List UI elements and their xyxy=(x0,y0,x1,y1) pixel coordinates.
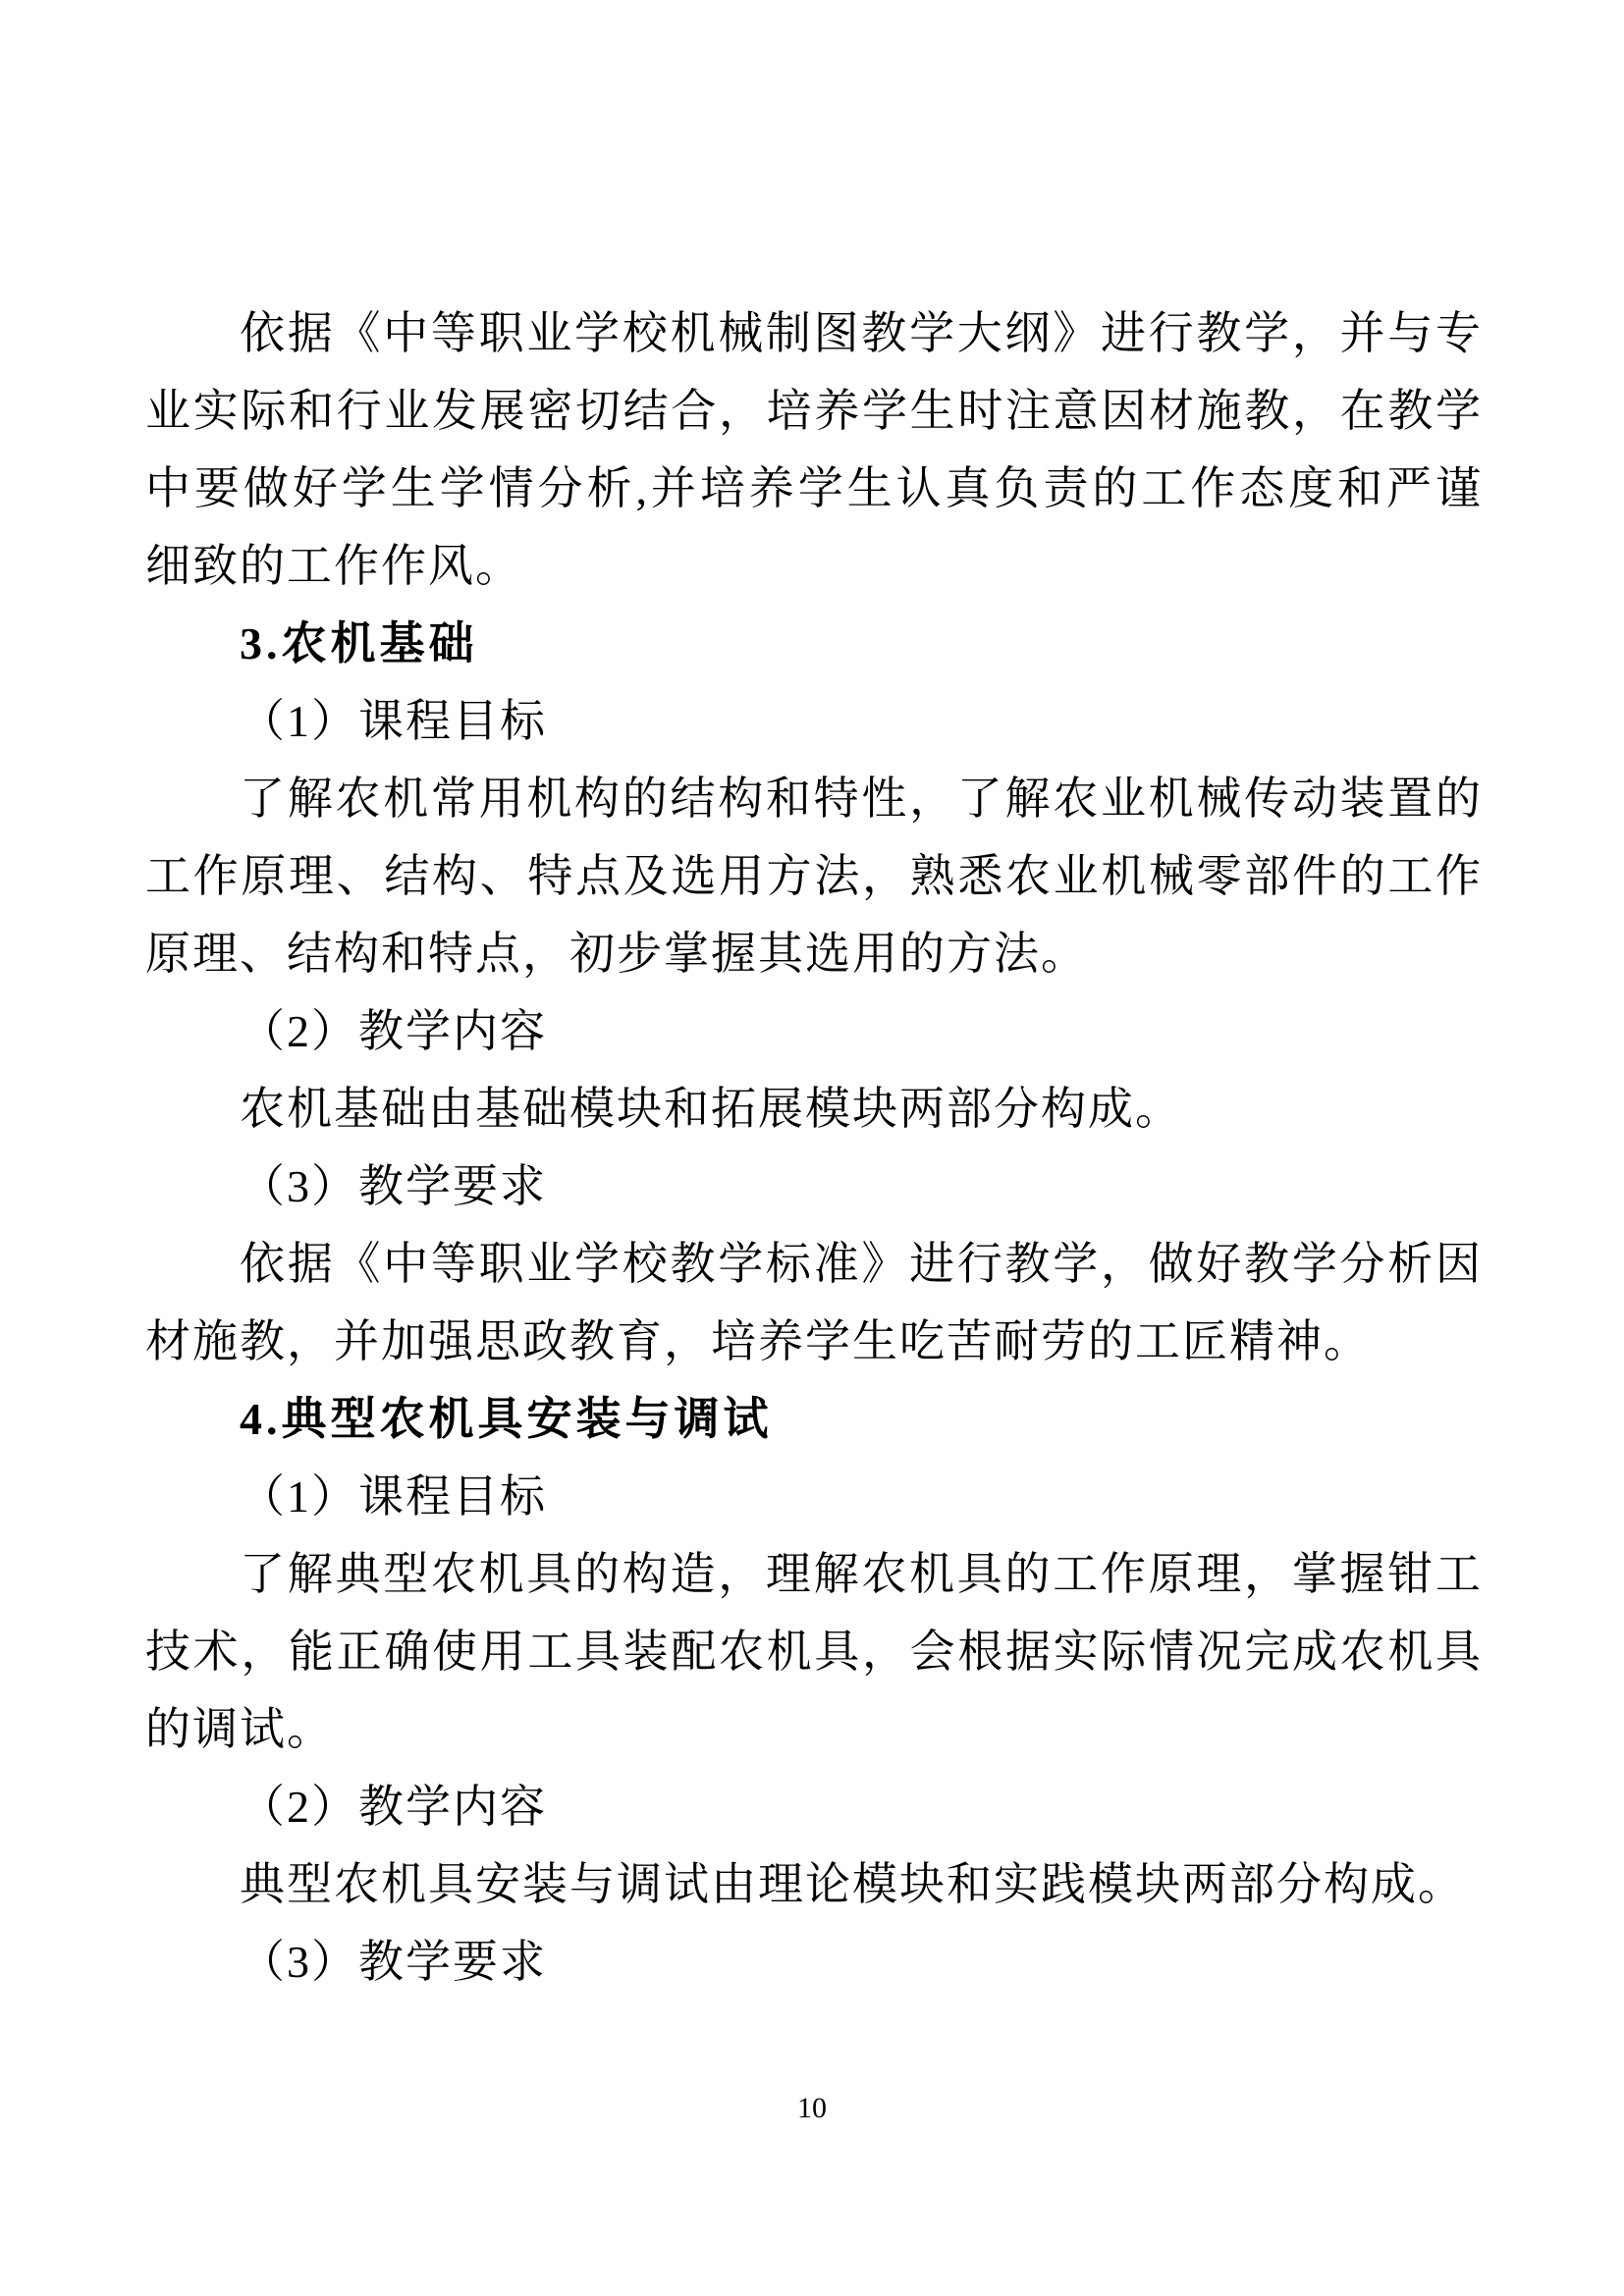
text-line: 工作原理、结构、特点及选用方法，熟悉农业机械零部件的工作 xyxy=(145,851,1483,901)
text-line: 技术，能正确使用工具装配农机具，会根据实际情况完成农机具 xyxy=(145,1627,1483,1677)
section-heading: 4.典型农机具安装与调试 xyxy=(240,1394,773,1444)
text-line: 了解典型农机具的构造，理解农机具的工作原理，掌握钳工 xyxy=(240,1549,1483,1599)
text-line: （1）课程目标 xyxy=(240,696,547,746)
text-line: （2）教学内容 xyxy=(240,1782,547,1832)
text-line: 了解农机常用机构的结构和特性，了解农业机械传动装置的 xyxy=(240,774,1483,824)
text-line: 农机基础由基础模块和拓展模块两部分构成。 xyxy=(240,1084,1182,1134)
text-line: 典型农机具安装与调试由理论模块和实践模块两部分构成。 xyxy=(240,1859,1465,1909)
text-line: 依据《中等职业学校教学标准》进行教学，做好教学分析因 xyxy=(240,1239,1483,1289)
text-line: 细致的工作作风。 xyxy=(145,541,522,591)
text-line: 原理、结构和特点，初步掌握其选用的方法。 xyxy=(145,929,1088,979)
document-body xyxy=(145,294,1483,2001)
text-line: 业实际和行业发展密切结合，培养学生时注意因材施教，在教学 xyxy=(145,386,1483,436)
text-line: 依据《中等职业学校机械制图教学大纲》进行教学，并与专 xyxy=(240,308,1483,358)
page-footer xyxy=(0,2089,1624,2128)
page-number: 10 xyxy=(797,2092,827,2124)
text-line: （2）教学内容 xyxy=(240,1006,547,1056)
text-line: 材施教，并加强思政教育，培养学生吃苦耐劳的工匠精神。 xyxy=(145,1316,1371,1366)
text-line: （3）教学要求 xyxy=(240,1161,547,1211)
text-line: （3）教学要求 xyxy=(240,1937,547,1987)
text-line: （1）课程目标 xyxy=(240,1471,547,1522)
text-line: 中要做好学生学情分析,并培养学生认真负责的工作态度和严谨 xyxy=(145,463,1483,513)
section-heading: 3.农机基础 xyxy=(240,618,478,668)
text-line: 的调试。 xyxy=(145,1704,334,1754)
